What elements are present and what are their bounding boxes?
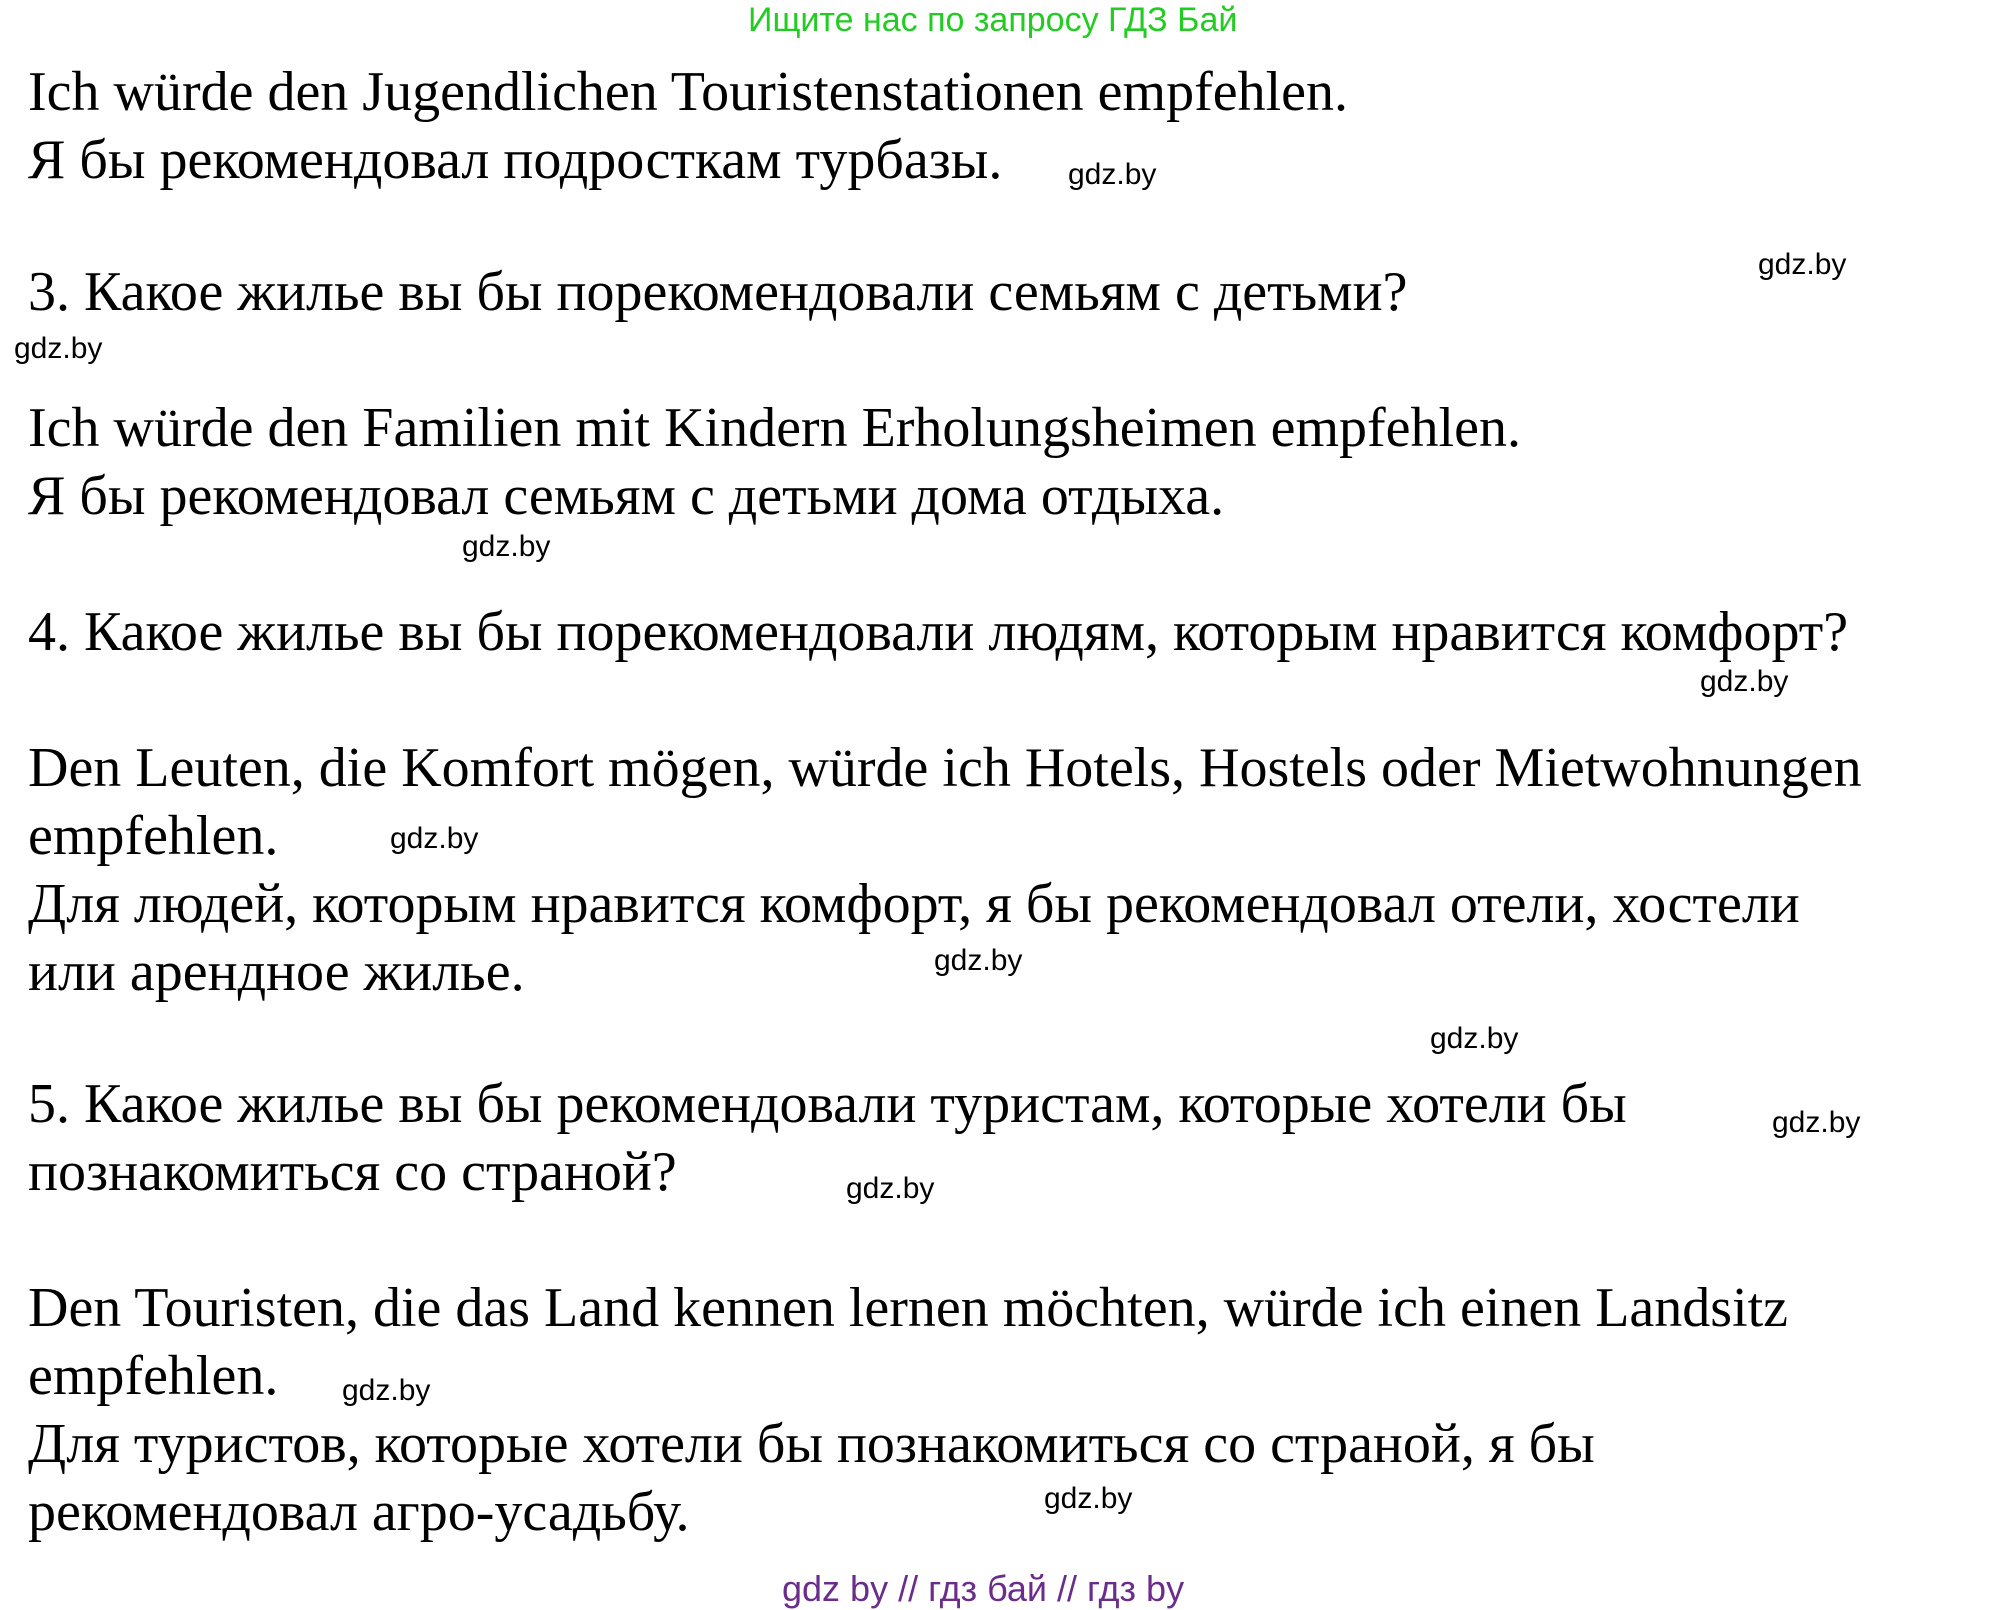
answer-4-german-line-1: Den Leuten, die Komfort mögen, würde ich Hotels, Hostels oder Mietwohnungen xyxy=(28,737,1862,799)
answer-2-german: Ich würde den Jugendlichen Touristenstationen empfehlen. xyxy=(28,61,1348,123)
watermark: gdz.by xyxy=(342,1374,431,1407)
watermark: gdz.by xyxy=(1700,665,1789,698)
answer-5-german-line-2: empfehlen. xyxy=(28,1345,279,1407)
top-banner: Ищите нас по запросу ГДЗ Бай xyxy=(748,1,1238,39)
watermark: gdz.by xyxy=(14,332,103,365)
answer-4-russian-line-1: Для людей, которым нравится комфорт, я бы рекомендовал отели, хостели xyxy=(28,873,1800,935)
answer-4-german-line-2: empfehlen. xyxy=(28,805,279,867)
question-3: 3. Какое жилье вы бы порекомендовали семьям с детьми? xyxy=(28,261,1408,323)
question-5-line-2: познакомиться со страной? xyxy=(28,1141,677,1203)
answer-4-russian-line-2: или арендное жилье. xyxy=(28,941,525,1003)
watermark: gdz.by xyxy=(390,822,479,855)
watermark: gdz.by xyxy=(1044,1482,1133,1515)
answer-5-russian-line-1: Для туристов, которые хотели бы познакомиться со страной, я бы xyxy=(28,1413,1595,1475)
answer-5-russian-line-2: рекомендовал агро-усадьбу. xyxy=(28,1481,690,1543)
answer-3-russian: Я бы рекомендовал семьям с детьми дома отдыха. xyxy=(28,465,1225,527)
question-4: 4. Какое жилье вы бы порекомендовали людям, которым нравится комфорт? xyxy=(28,601,1849,663)
question-5-line-1: 5. Какое жилье вы бы рекомендовали туристам, которые хотели бы xyxy=(28,1073,1627,1135)
answer-3-german: Ich würde den Familien mit Kindern Erholungsheimen empfehlen. xyxy=(28,397,1521,459)
watermark: gdz.by xyxy=(1772,1106,1861,1139)
watermark: gdz.by xyxy=(1068,158,1157,191)
watermark: gdz.by xyxy=(1430,1022,1519,1055)
watermark: gdz.by xyxy=(1758,248,1847,281)
footer-links: gdz by // гдз бай // гдз by xyxy=(782,1568,1185,1609)
watermark: gdz.by xyxy=(846,1172,935,1205)
answer-2-russian: Я бы рекомендовал подросткам турбазы. xyxy=(28,129,1003,191)
watermark: gdz.by xyxy=(934,944,1023,977)
answer-5-german-line-1: Den Touristen, die das Land kennen lernen möchten, würde ich einen Landsitz xyxy=(28,1277,1789,1339)
watermark: gdz.by xyxy=(462,530,551,563)
